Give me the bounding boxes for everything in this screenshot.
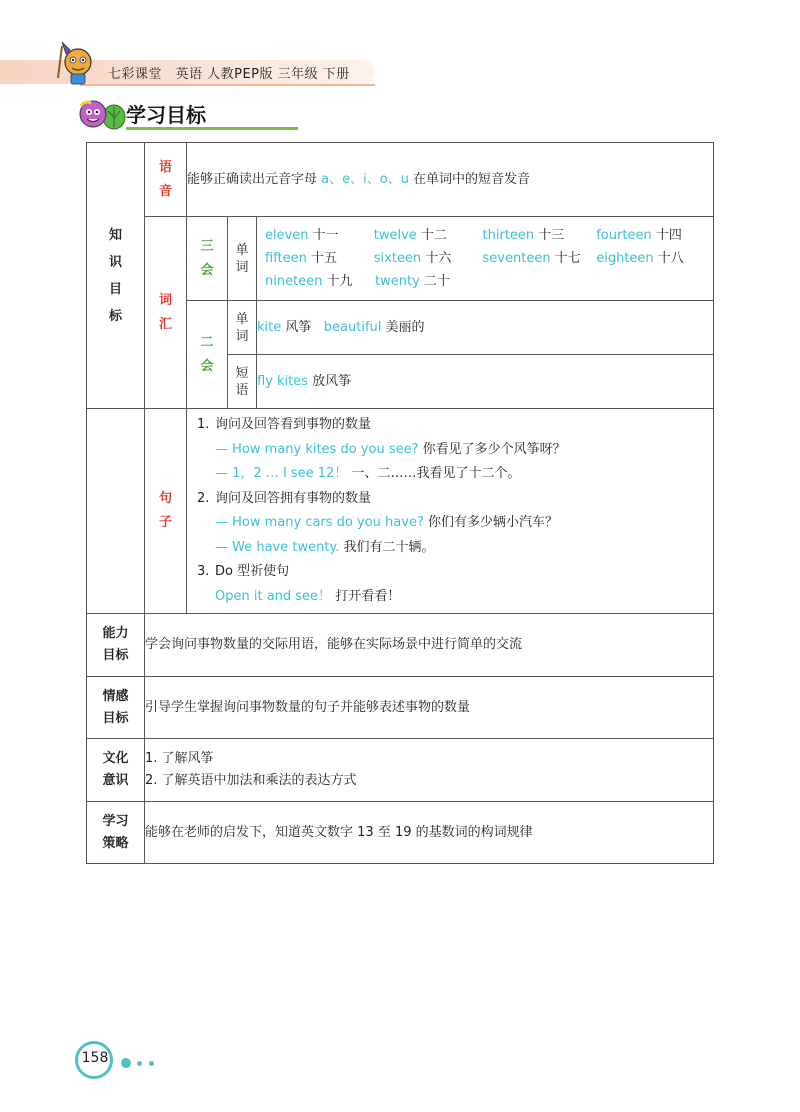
sentence-en: Open it and see！ [215,588,332,604]
knowledge-label-char: 目 [108,281,122,297]
phrase-zh: 放风筝 [308,373,352,389]
title-underline [126,127,298,130]
sentences-content [187,409,714,614]
ability-label-line: 能力 [102,626,129,641]
sentence-line [197,462,703,487]
words-sublabel-char: 单 [235,242,249,258]
emotion-row [87,677,714,739]
vocab-en: beautiful [323,319,382,335]
item-number: 1. [197,417,210,432]
two-level-label [187,301,228,409]
two-level-phrases [257,355,714,409]
sentence-zh: 一、二……我看见了十二个。 [347,466,521,481]
header-rule [80,84,375,86]
decor-dot [121,1058,131,1068]
three-level-char: 三 [200,238,214,254]
vocab-zh: 十五 [306,251,338,266]
three-level-label [187,217,228,301]
vocab-en: twenty [375,274,420,289]
knowledge-label-char: 知 [108,227,122,243]
running-title: 七彩课堂 英语 人教PEP版 三年级 下册 [108,67,350,82]
ability-label [87,614,145,677]
emotion-label [87,677,145,739]
mascot-icon [56,38,100,88]
sentences-row [87,409,714,614]
phrases-sublabel [228,355,257,409]
sentence-line [197,536,703,561]
sentence-title [197,413,703,438]
culture-label-line: 文化 [102,751,129,766]
item-number: 3. [197,564,210,579]
sentence-zh: 你看见了多少个风筝呀？ [418,441,566,457]
ability-label-line: 目标 [102,648,129,663]
sentences-label-char: 句 [158,491,172,506]
sentence-line [197,438,703,463]
vocab-en: seventeen [482,251,551,266]
sentence-line [197,511,703,536]
vocab-en: eighteen [596,251,654,266]
two-level-char: 会 [200,358,214,374]
culture-label-line: 意识 [102,773,129,788]
vocab-label [145,217,187,409]
vocab-three-row [87,217,714,301]
vocab-item [596,247,705,270]
sentence-title [197,560,703,585]
ability-row [87,614,714,677]
vocab-item [265,270,375,293]
culture-item: 2. 了解英语中加法和乘法的表达方式 [145,773,357,788]
vocab-item [483,224,597,247]
emotion-label-line: 目标 [102,710,129,726]
pronunciation-content [187,143,714,217]
item-title: 询问及回答看到事物的数量 [215,417,372,432]
vocab-en: twelve [373,228,417,243]
culture-row [87,739,714,802]
sentences-label-char: 子 [158,515,172,530]
vocab-item [483,247,597,270]
item-title: Do 型祈使句 [215,564,290,579]
vowel-letters: a、e、i、o、u [321,171,409,187]
vocab-line [265,270,705,293]
pronunciation-label-char: 音 [158,183,172,199]
vocab-zh: 十七 [550,251,581,266]
strategy-row [87,802,714,864]
vocab-item [265,247,374,270]
pronunciation-row [87,143,714,217]
decor-dot [149,1061,154,1066]
vocab-en: nineteen [265,274,323,289]
sentence-zh: 你们有多少辆小汽车？ [423,515,558,530]
vocab-item [596,224,705,247]
three-level-char: 会 [200,262,214,278]
two-level-words [257,301,714,355]
strategy-label [87,802,145,864]
culture-item: 1. 了解风筝 [145,751,214,766]
sentence-title [197,487,703,512]
vocab-zh: 十九 [322,274,353,289]
knowledge-label-cont [87,409,145,614]
vocab-en: kite [257,319,282,335]
sentence-en: — How many kites do you see? [215,441,419,457]
pronunciation-label-char: 语 [158,159,172,175]
vocab-line [265,224,705,247]
pronunciation-text-end: 在单词中的短音发音 [408,171,531,187]
vocab-item [375,270,485,293]
knowledge-label-char: 标 [108,308,122,324]
knowledge-label [87,143,145,409]
vocab-label-char: 词 [158,292,172,308]
phrases-sublabel-char: 短 [235,365,249,381]
two-level-char: 二 [200,334,214,350]
vocab-zh: 美丽的 [381,319,425,335]
culture-content [145,739,714,802]
culture-label [87,739,145,802]
phrase-en: fly kites [257,373,309,389]
emotion-label-line: 情感 [102,688,129,704]
pronunciation-label [145,143,187,217]
sentence-line [197,585,703,610]
words-sublabel-char: 词 [235,259,249,275]
vocab-zh: 十一 [308,228,339,243]
sentence-zh: 我们有二十辆。 [339,539,435,555]
vocab-en: eleven [265,228,309,243]
vocab-zh: 风筝 [281,319,312,335]
words-sublabel [228,217,257,301]
item-title: 询问及回答拥有事物的数量 [215,490,372,506]
sentence-en: — 1，2 … I see 12！ [215,466,348,481]
emotion-content: 引导学生掌握询问事物数量的句子并能够表述事物的数量 [145,677,714,739]
vocab-zh: 十二 [416,228,447,243]
three-level-words [257,217,714,301]
vocab-label-char: 汇 [158,316,172,332]
sentence-zh: 打开看看！ [331,588,401,604]
item-number: 2. [197,490,210,506]
learning-objectives-table [86,142,714,864]
page-number: 158 [81,1050,109,1066]
vocab-zh: 十三 [534,228,565,243]
vocab-zh: 十八 [653,251,684,266]
vocab-item [265,224,374,247]
vocab-line [265,247,705,270]
ability-content: 学会询问事物数量的交际用语，能够在实际场景中进行简单的交流 [145,614,714,677]
vocab-zh: 二十 [419,274,450,289]
vocab-zh: 十四 [651,228,682,243]
sentence-en: — We have twenty. [215,539,340,555]
vocab-en: fourteen [596,228,652,243]
phrases-sublabel-char: 语 [235,382,249,398]
section-title: 学习目标 [126,103,206,127]
words-sublabel [228,301,257,355]
words-sublabel-char: 单 [235,311,249,327]
vocab-en: thirteen [482,228,535,243]
vocab-zh: 十六 [421,251,452,266]
strategy-label-line: 策略 [102,835,129,851]
strategy-label-line: 学习 [102,813,129,829]
vocab-en: fifteen [265,251,307,266]
cabbage-mascot-icon [76,97,126,131]
sentence-en: — How many cars do you have? [215,515,424,530]
words-sublabel-char: 词 [235,328,249,344]
pronunciation-text: 能够正确读出元音字母 [187,171,322,187]
vocab-item [374,224,483,247]
decor-dot [137,1061,142,1066]
strategy-content: 能够在老师的启发下，知道英文数字 13 至 19 的基数词的构词规律 [145,802,714,864]
sentences-label [145,409,187,614]
knowledge-label-char: 识 [108,254,122,270]
vocab-en: sixteen [373,251,422,266]
vocab-item [374,247,483,270]
